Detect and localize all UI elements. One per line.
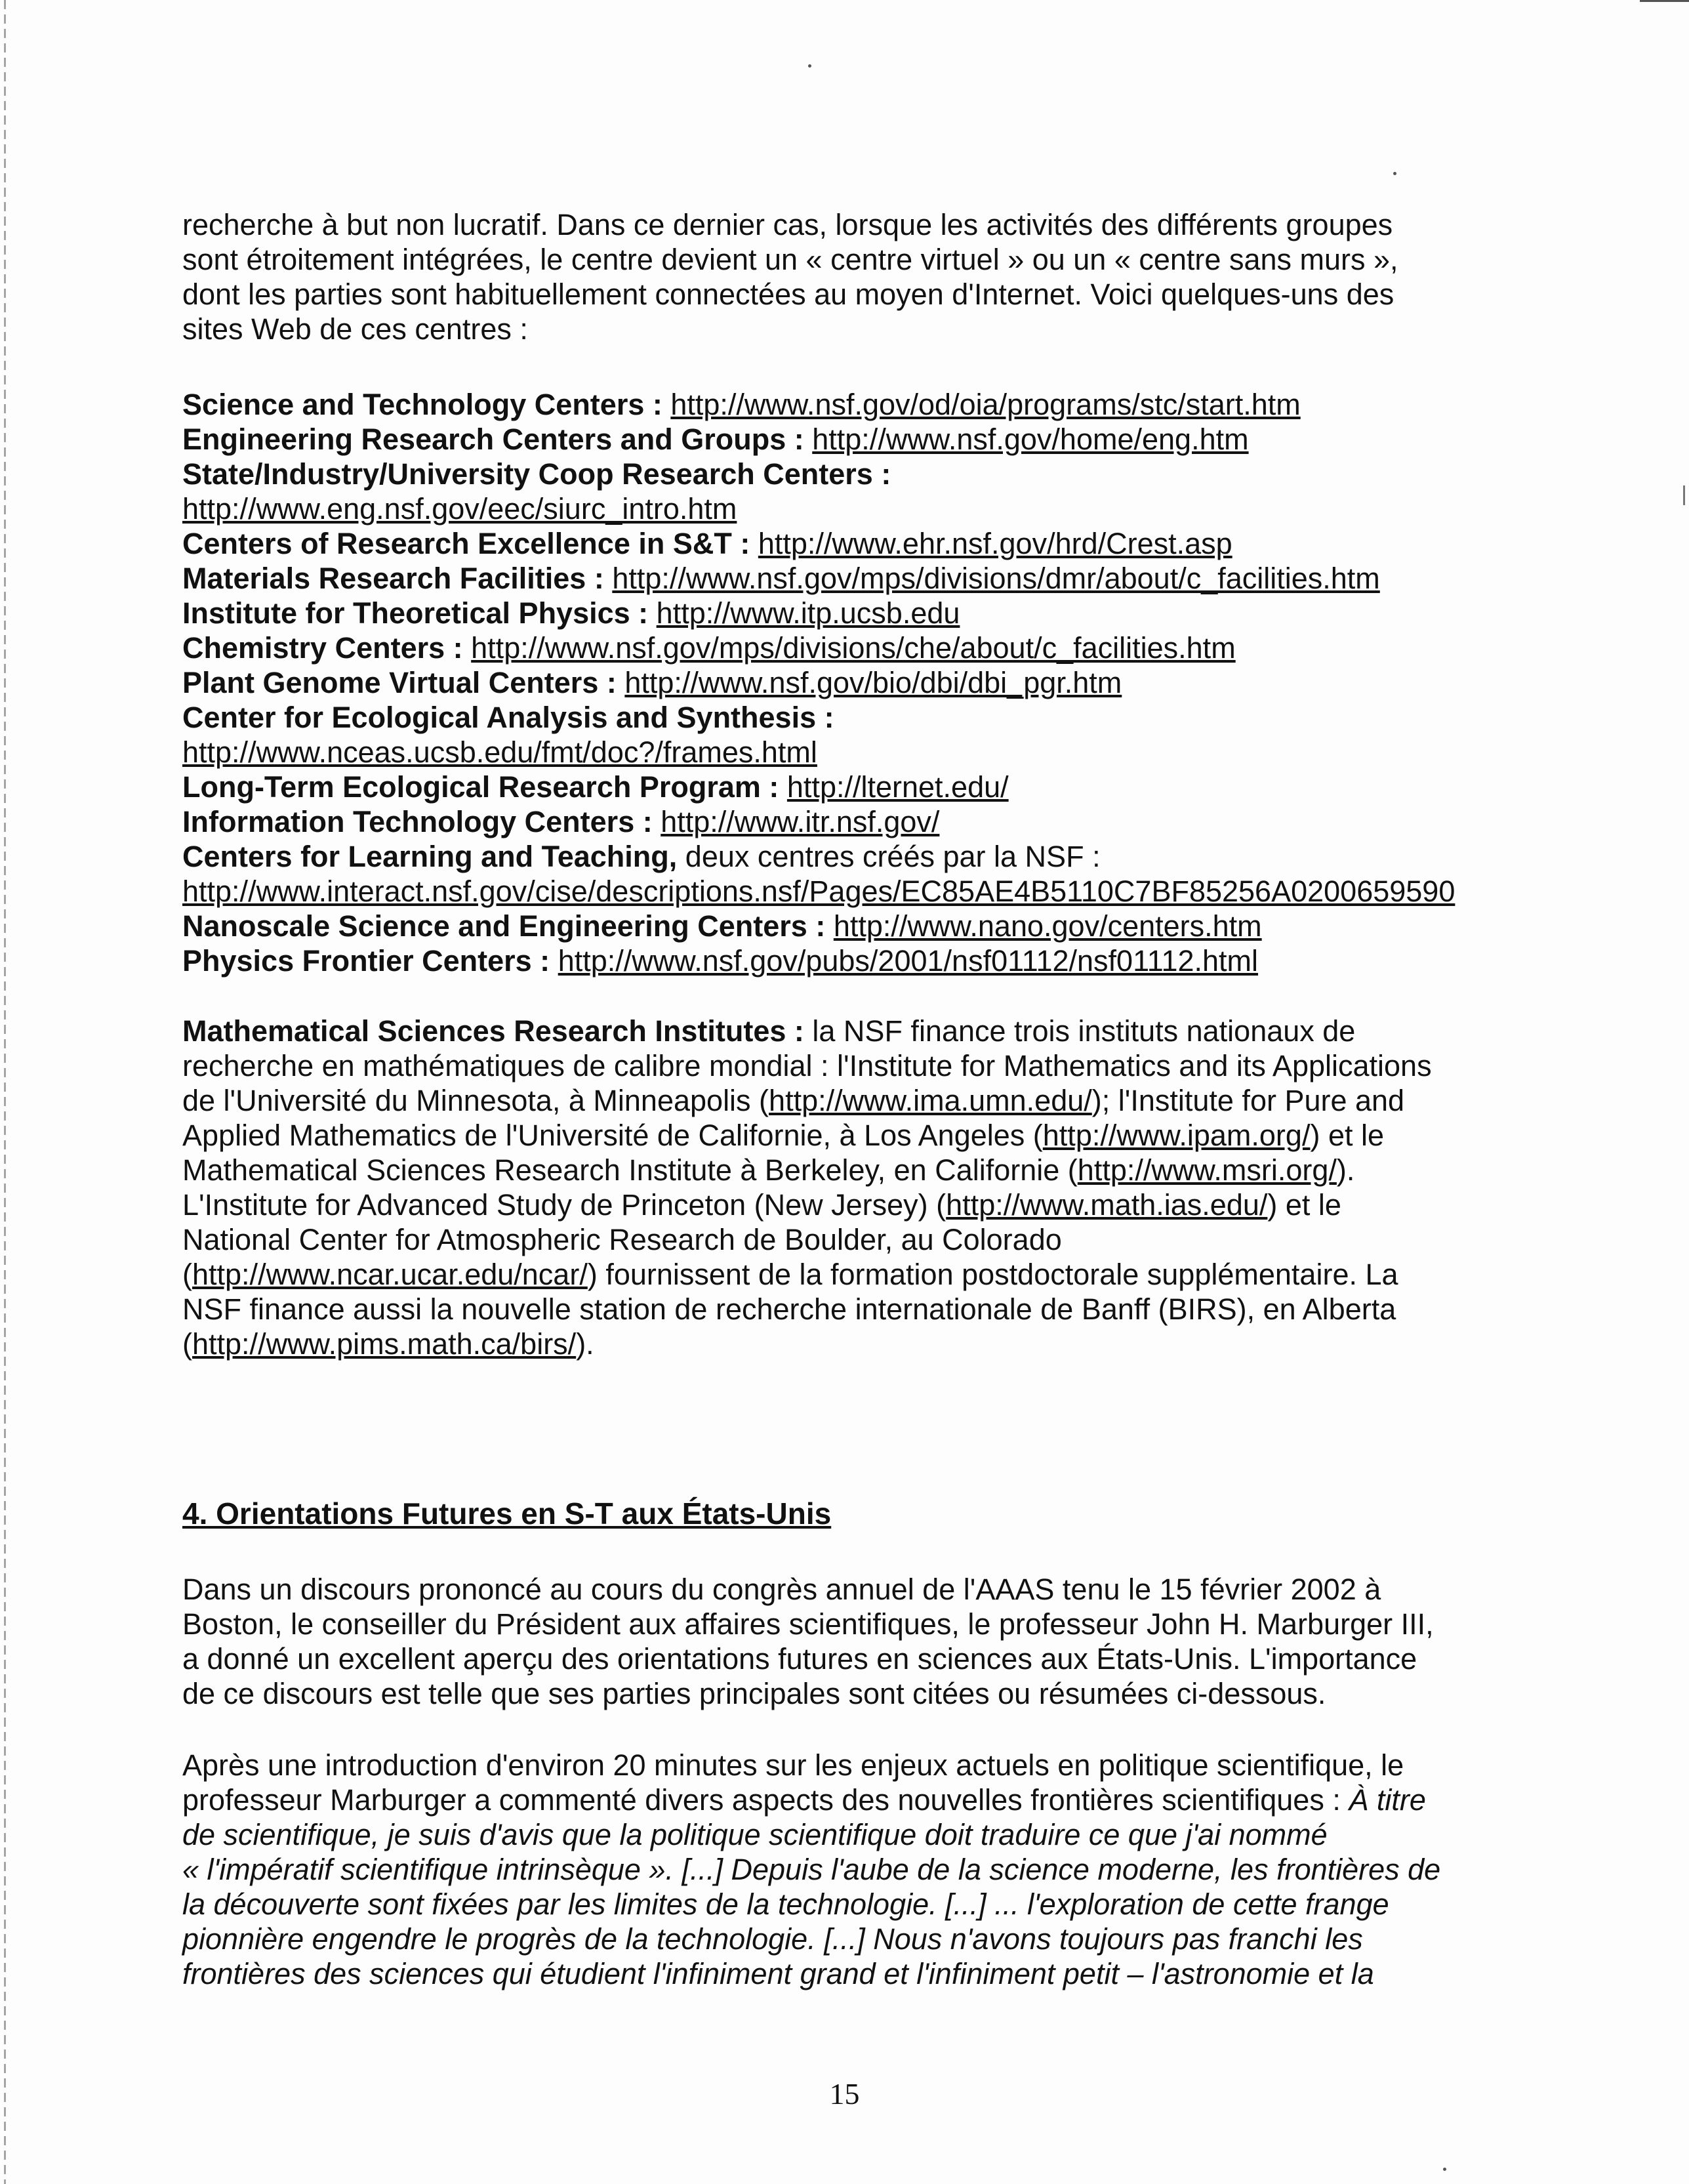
- center-name: Institute for Theoretical Physics :: [182, 596, 649, 630]
- center-link[interactable]: http://www.nsf.gov/pubs/2001/nsf01112/nsf01112.html: [558, 944, 1259, 978]
- center-entry: [182, 804, 1520, 839]
- scan-side-mark: [1683, 485, 1685, 505]
- ima-link[interactable]: http://www.ima.umn.edu/: [769, 1084, 1092, 1117]
- section-paragraph-1: Dans un discours prononcé au cours du congrès annuel de l'AAAS tenu le 15 février 2002 à Boston, le conseiller du Président aux affaires scientifiques, le professeur John H. Marburger III, a donné un excellent aperçu des orientations futures en sciences aux États-Unis. L'importance de ce discours est telle que ses parties principales sont citées ou résumées ci-dessous.: [182, 1573, 1434, 1710]
- scan-speck: [1443, 2168, 1446, 2171]
- center-link[interactable]: http://www.nsf.gov/home/eng.htm: [812, 422, 1249, 456]
- text-line: sont étroitement intégrées, le centre devient un « centre virtuel » ou un « centre sans murs »,: [182, 243, 1398, 276]
- center-link[interactable]: http://www.interact.nsf.gov/cise/descriptions.nsf/Pages/EC85AE4B5110C7BF85256A0200659590: [182, 875, 1455, 908]
- center-link[interactable]: http://www.ehr.nsf.gov/hrd/Crest.asp: [758, 527, 1232, 560]
- text-line: sites Web de ces centres :: [182, 312, 528, 346]
- center-name: Science and Technology Centers :: [182, 388, 662, 421]
- ias-link[interactable]: http://www.math.ias.edu/: [946, 1188, 1268, 1222]
- center-link[interactable]: http://www.nsf.gov/mps/divisions/dmr/about/c_facilities.htm: [612, 562, 1380, 595]
- center-entry: [182, 770, 1520, 804]
- center-name: Center for Ecological Analysis and Synthesis :: [182, 701, 834, 734]
- center-link[interactable]: http://www.nceas.ucsb.edu/fmt/doc?/frames.html: [182, 735, 817, 769]
- center-entry: [182, 630, 1520, 665]
- center-name: Nanoscale Science and Engineering Centers :: [182, 909, 826, 943]
- section-paragraph-2: Après une introduction d'environ 20 minutes sur les enjeux actuels en politique scientifique, le professeur Marburger a commenté divers aspects des nouvelles frontières scientifiques : À titre de scientifique, je suis d'avis que la politique scientifique doit traduire ce que j'ai nommé « l'impératif scientifique intrinsèque ». [...] Depuis l'aube de la science moderne, les frontières de la découverte sont fixées par les limites de la technologie. [...] ... l'exploration de cette frange pionnière engendre le progrès de la technologie. [...] Nous n'avons toujours pas franchi les frontières des sciences qui étudient l'infiniment grand et l'infiniment petit – l'astronomie et la: [182, 1748, 1441, 1990]
- center-entry: [182, 735, 1520, 770]
- center-name: Engineering Research Centers and Groups :: [182, 422, 804, 456]
- center-entry: [182, 665, 1520, 700]
- center-entry: [182, 943, 1520, 978]
- center-name: Plant Genome Virtual Centers :: [182, 666, 617, 699]
- center-name: Centers of Research Excellence in S&T :: [182, 527, 750, 560]
- ipam-link[interactable]: http://www.ipam.org/: [1042, 1119, 1311, 1152]
- center-link[interactable]: http://lternet.edu/: [786, 770, 1009, 804]
- scan-corner-mark: [1640, 0, 1689, 11]
- center-link[interactable]: http://www.itp.ucsb.edu: [656, 596, 960, 630]
- center-entry: [182, 839, 1520, 874]
- center-entry: [182, 387, 1520, 422]
- center-link[interactable]: http://www.itr.nsf.gov/: [661, 805, 940, 838]
- birs-link[interactable]: http://www.pims.math.ca/birs/: [192, 1327, 577, 1361]
- center-name: Centers for Learning and Teaching,: [182, 840, 678, 873]
- center-name: Physics Frontier Centers :: [182, 944, 550, 978]
- center-entry: [182, 491, 1520, 526]
- center-note: deux centres créés par la NSF :: [685, 840, 1101, 873]
- ncar-link[interactable]: http://www.ncar.ucar.edu/ncar/: [192, 1258, 588, 1291]
- math-institutes-paragraph: Mathematical Sciences Research Institutes : la NSF finance trois instituts nationaux de recherche en mathématiques de calibre mondial : l'Institute for Mathematics and its Applications de l'Université du Minnesota, à Minneapolis (http://www.ima.umn.edu/); l'Institute for Pure and Applied Mathematics de l'Université de Californie, à Los Angeles (http://www.ipam.org/) et le Mathematical Sciences Research Institute à Berkeley, en Californie (http://www.msri.org/). L'Institute for Advanced Study de Princeton (New Jersey) (http://www.math.ias.edu/) et le National Center for Atmospheric Research de Boulder, au Colorado (http://www.ncar.ucar.edu/ncar/) fournissent de la formation postdoctorale supplémentaire. La NSF finance aussi la nouvelle station de recherche internationale de Banff (BIRS), en Alberta (http://www.pims.math.ca/birs/).: [182, 1014, 1432, 1361]
- center-entry: [182, 526, 1520, 561]
- center-name: Long-Term Ecological Research Program :: [182, 770, 779, 804]
- center-link[interactable]: http://www.nano.gov/centers.htm: [833, 909, 1262, 943]
- center-entry: [182, 700, 1520, 735]
- math-title: Mathematical Sciences Research Institutes :: [182, 1014, 804, 1048]
- msri-link[interactable]: http://www.msri.org/: [1077, 1153, 1337, 1187]
- page-number: 15: [829, 2077, 860, 2111]
- text-line: dont les parties sont habituellement connectées au moyen d'Internet. Voici quelques-uns des: [182, 278, 1394, 311]
- intro-paragraph: [182, 207, 1520, 346]
- scan-speck: [808, 64, 811, 68]
- center-entry: [182, 909, 1520, 943]
- center-entry: [182, 457, 1520, 491]
- center-name: Chemistry Centers :: [182, 631, 463, 665]
- text-line: recherche à but non lucratif. Dans ce dernier cas, lorsque les activités des différents groupes: [182, 208, 1393, 241]
- center-entry: [182, 596, 1520, 630]
- section-heading: 4. Orientations Futures en S-T aux États-Unis: [182, 1496, 832, 1531]
- main-content: [182, 207, 1520, 1991]
- center-name: State/Industry/University Coop Research Centers :: [182, 457, 891, 491]
- center-link[interactable]: http://www.nsf.gov/bio/dbi/dbi_pgr.htm: [624, 666, 1122, 699]
- scan-left-edge: [4, 0, 6, 2184]
- scan-speck: [1393, 172, 1396, 175]
- center-link[interactable]: http://www.nsf.gov/mps/divisions/che/about/c_facilities.htm: [471, 631, 1236, 665]
- center-entry: [182, 874, 1520, 909]
- centers-list: [182, 387, 1520, 978]
- center-name: Materials Research Facilities :: [182, 562, 604, 595]
- center-entry: [182, 561, 1520, 596]
- center-link[interactable]: http://www.eng.nsf.gov/eec/siurc_intro.htm: [182, 492, 737, 525]
- center-name: Information Technology Centers :: [182, 805, 653, 838]
- center-entry: [182, 422, 1520, 457]
- center-link[interactable]: http://www.nsf.gov/od/oia/programs/stc/start.htm: [670, 388, 1301, 421]
